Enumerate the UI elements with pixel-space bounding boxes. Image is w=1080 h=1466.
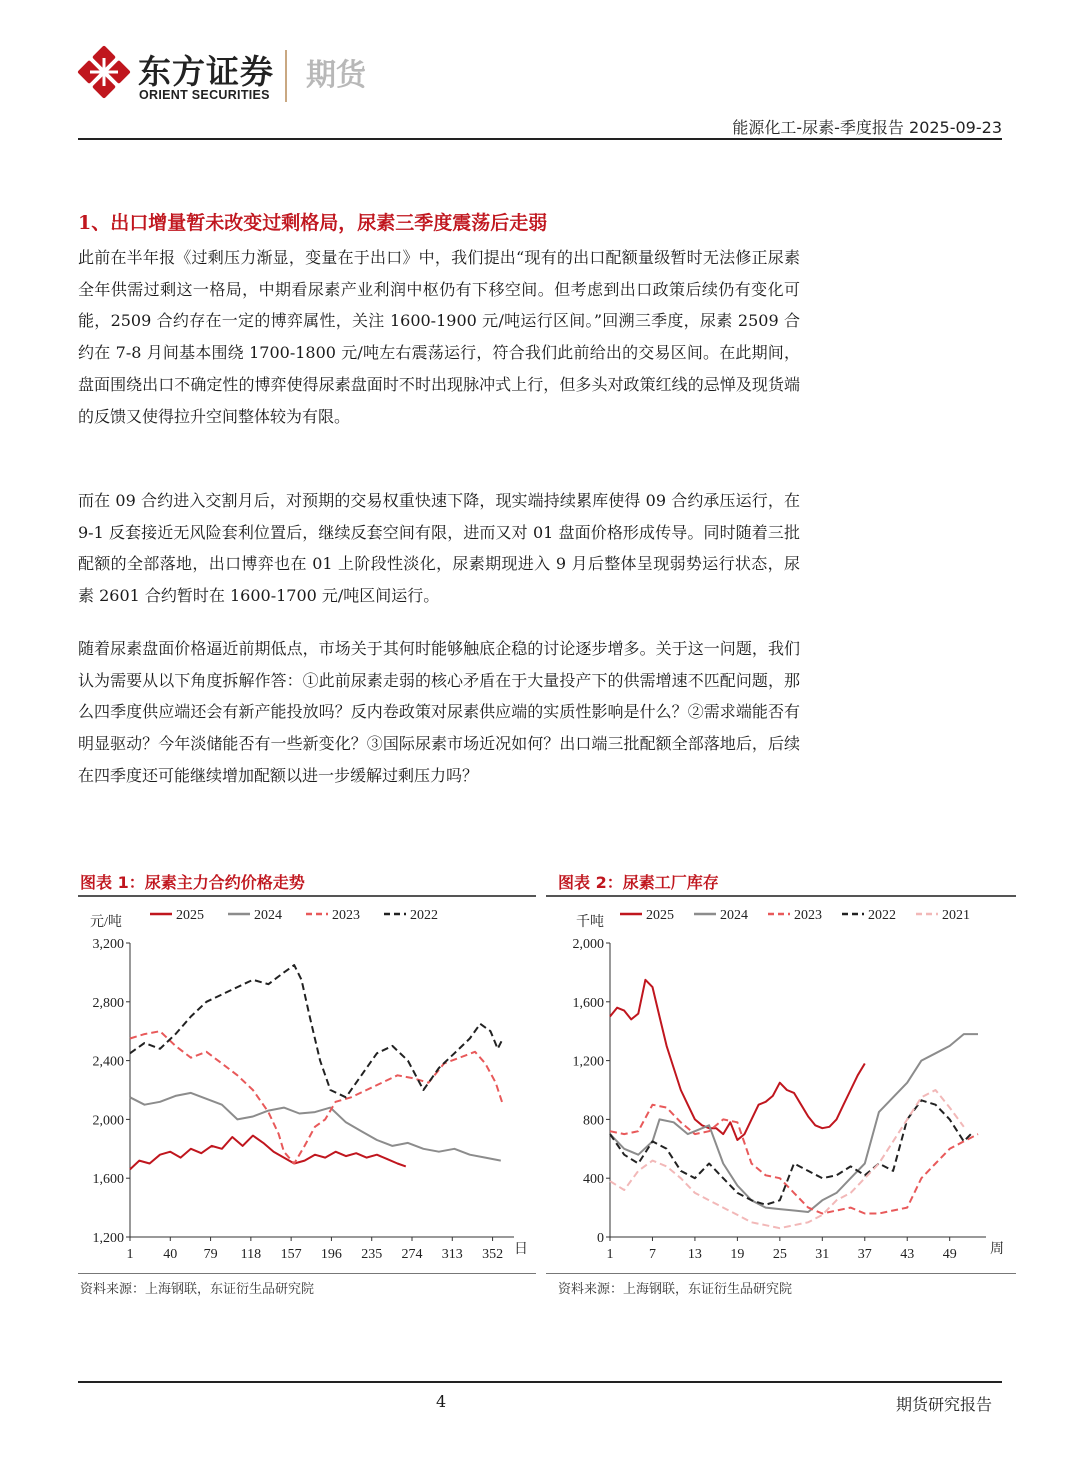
figure-2-top-rule: [546, 895, 1016, 897]
brand-separator: [285, 50, 287, 102]
page-number: 4: [436, 1392, 447, 1411]
y-tick-label: 1,200: [572, 1054, 604, 1070]
series-line-2024: [610, 1034, 978, 1212]
y-tick-label: 800: [583, 1113, 604, 1129]
x-tick-label: 196: [320, 1247, 342, 1262]
y-tick-label: 2,000: [572, 937, 604, 952]
x-tick-label: 352: [482, 1247, 504, 1262]
x-tick-label: 37: [857, 1247, 872, 1262]
brand-name-en: ORIENT SECURITIES: [139, 88, 270, 102]
legend-label-2021: 2021: [942, 908, 970, 923]
series-line-2025: [130, 1136, 406, 1170]
figure-2-bottom-rule: [546, 1273, 1016, 1274]
x-tick-label: 43: [900, 1247, 915, 1262]
x-tick-label: 13: [687, 1247, 702, 1262]
brand-name-cn: 东方证券: [138, 52, 274, 91]
figure-2-title: 图表 2：尿素工厂库存: [558, 873, 719, 892]
x-tick-label: 118: [240, 1247, 262, 1262]
figure-1-top-rule: [78, 895, 536, 897]
report-title: 能源化工-尿素-季度报告 2025-09-23: [732, 118, 1002, 137]
y-tick-label: 1,600: [92, 1172, 124, 1188]
legend-label-2024: 2024: [254, 908, 282, 923]
x-tick-label: 7: [648, 1247, 656, 1262]
footer-label: 期货研究报告: [895, 1395, 992, 1414]
y-tick-label: 2,400: [92, 1054, 124, 1070]
price-trend-chart: [78, 898, 538, 1270]
x-tick-label: 40: [163, 1247, 178, 1262]
x-tick-label: 313: [441, 1247, 463, 1262]
legend-label-2024: 2024: [720, 908, 748, 923]
header-divider: [78, 138, 1002, 140]
x-axis-label: 周: [990, 1242, 1004, 1257]
factory-inventory-chart: [546, 898, 1016, 1270]
legend-label-2022: 2022: [868, 908, 896, 923]
legend-label-2025: 2025: [646, 908, 674, 923]
footer-divider: [78, 1381, 1002, 1383]
figure-1-source: 资料来源：上海钢联，东证衍生品研究院: [80, 1282, 315, 1297]
legend-label-2023: 2023: [332, 908, 360, 923]
x-tick-label: 1: [606, 1247, 614, 1262]
y-axis-label: 元/吨: [90, 915, 122, 930]
x-tick-label: 31: [815, 1247, 830, 1262]
y-tick-label: 0: [597, 1231, 604, 1246]
x-tick-label: 274: [401, 1247, 423, 1262]
y-tick-label: 3,200: [92, 937, 124, 952]
section-heading: 1、出口增量暂未改变过剩格局，尿素三季度震荡后走弱: [78, 212, 548, 234]
y-axis-label: 千吨: [576, 915, 604, 930]
x-tick-label: 49: [942, 1247, 957, 1262]
x-tick-label: 157: [280, 1247, 302, 1262]
series-line-2025: [610, 980, 865, 1140]
brand-futures-label: 期货: [306, 58, 366, 93]
x-axis-label: 日: [514, 1242, 528, 1257]
y-tick-label: 400: [583, 1172, 604, 1188]
y-tick-label: 2,000: [92, 1113, 124, 1129]
x-tick-label: 19: [730, 1247, 745, 1262]
series-line-2021: [610, 1090, 964, 1228]
figure-2-source: 资料来源：上海钢联，东证衍生品研究院: [558, 1282, 793, 1297]
series-line-2023: [130, 1031, 503, 1163]
y-tick-label: 1,600: [572, 995, 604, 1011]
x-tick-label: 25: [772, 1247, 787, 1262]
x-tick-label: 79: [203, 1247, 218, 1262]
figure-1-title: 图表 1：尿素主力合约价格走势: [80, 873, 305, 892]
paragraph-1: 此前在半年报《过剩压力渐显，变量在于出口》中，我们提出“现有的出口配额量级暂时无法修正尿素全年供需过剩这一格局，中期看尿素产业利润中枢仍有下移空间。但考虑到出口政策后续仍有变化可能，2509 合约存在一定的博弈属性，关注 1600-1900 元/吨运行区间。”回溯三季度，尿素 2509 合约在 7-8 月间基本围绕 1700-1800 元/吨左右震荡运行，符合我们此前给出的交易区间。在此期间，盘面围绕出口不确定性的博弈使得尿素盘面时不时出现脉冲式上行，但多头对政策红线的忌惮及现货端的反馈又使得拉升空间整体较为有限。: [78, 248, 800, 426]
legend-label-2023: 2023: [794, 908, 822, 923]
figure-1-bottom-rule: [78, 1273, 536, 1274]
paragraph-3: 随着尿素盘面价格逼近前期低点，市场关于其何时能够触底企稳的讨论逐步增多。关于这一问题，我们认为需要从以下角度拆解作答：①此前尿素走弱的核心矛盾在于大量投产下的供需增速不匹配问题，那么四季度供应端还会有新产能投放吗？反内卷政策对尿素供应端的实质性影响是什么？②需求端能否有明显驱动？今年淡储能否有一些新变化？③国际尿素市场近况如何？出口端三批配额全部落地后，后续在四季度还可能继续增加配额以进一步缓解过剩压力吗？: [78, 639, 800, 785]
x-tick-label: 1: [126, 1247, 134, 1262]
legend-label-2025: 2025: [176, 908, 204, 923]
y-tick-label: 2,800: [92, 995, 124, 1011]
legend-label-2022: 2022: [410, 908, 438, 923]
y-tick-label: 1,200: [92, 1231, 124, 1246]
series-line-2022: [130, 965, 503, 1097]
paragraph-2: 而在 09 合约进入交割月后，对预期的交易权重快速下降，现实端持续累库使得 09 合约承压运行，在 9-1 反套接近无风险套利位置后，继续反套空间有限，进而又对 01 盘面价格形成传导。同时随着三批配额的全部落地，出口博弈也在 01 上阶段性淡化，尿素期现进入 9 月后整体呈现弱势运行状态，尿素 2601 合约暂时在 1600-1700 元/吨区间运行。: [78, 491, 800, 606]
x-tick-label: 235: [361, 1247, 383, 1262]
orient-securities-logo-icon: [76, 44, 132, 100]
